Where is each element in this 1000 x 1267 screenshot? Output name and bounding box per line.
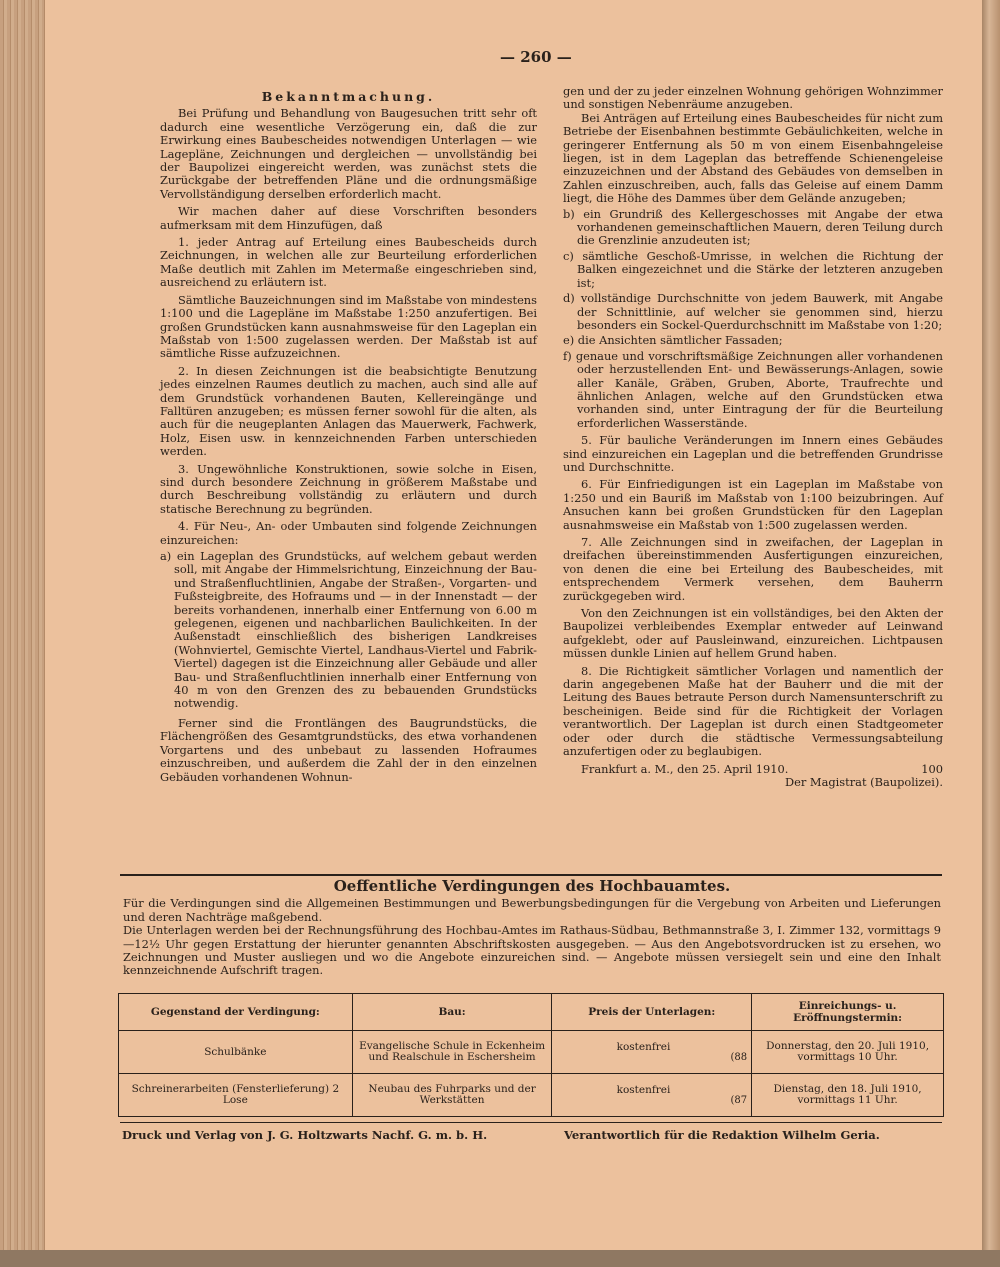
table-row — [119, 1074, 944, 1117]
bottom-edge — [0, 1250, 1000, 1267]
editor-line: Verantwortlich für die Redaktion Wilhelm Geria. — [564, 1128, 880, 1142]
paragraph: Wir machen daher auf diese Vorschriften besonders aufmerksam mit dem Hinzufügen, daß — [160, 204, 537, 232]
list-item: d) vollständige Durchschnitte von jedem Bauwerk, mit Angabe der Schnittlinie, auf welcher sie genommen sind, hierzu besonders ein Sockel-Querdurchschnitt im Maßstabe von 1:20; — [563, 291, 943, 332]
cell-bau: Neubau des Fuhrparks und der Werkstätten — [352, 1074, 552, 1117]
paragraph: 6. Für Einfriedigungen ist ein Lageplan im Maßstabe von 1:250 und ein Bauriß im Maßstab von 1:100 beizubringen. Auf Ansuchen kann bei großen Grundstücken für den Lageplan ausnahmsweise ein Maßstab von 1:500 zugelassen werden. — [563, 477, 943, 532]
cell-term: Donnerstag, den 20. Juli 1910, vormittags 10 Uhr. — [752, 1031, 944, 1074]
paragraph: 7. Alle Zeichnungen sind in zweifachen, der Lageplan in dreifachen übereinstimmenden Ausfertigungen einzureichen, von denen die eine bei Erteilung des Baubescheides, mit entsprechendem Vermerk versehen, dem Bauherrn zurückgegeben wird. — [563, 535, 943, 603]
list-item: e) die Ansichten sämtlicher Fassaden; — [563, 333, 783, 348]
paragraph: Ferner sind die Frontlängen des Baugrundstücks, die Flächengrößen des Gesamtgrundstücks, des etwa vorhandenen Vorgartens und des unbebaut zu lassenden Hofraumes einzuschreiben, und außerdem die Zahl der in den einzelnen Gebäuden vorhandenen Wohnun- — [160, 715, 537, 784]
date-number: 100 — [921, 761, 943, 776]
cell-subject: Schreinerarbeiten (Fensterlieferung) 2 Lose — [119, 1074, 353, 1117]
date-line — [563, 763, 943, 776]
list-item: b) ein Grundriß des Kellergeschosses mit Angabe der etwa vorhandenen gemeinschaftlichen Mauern, deren Teilung durch die Grenzlinie anzudeuten ist; — [563, 206, 943, 248]
tenders-text: Die Unterlagen werden bei der Rechnungsführung des Hochbau-Amtes im Rathaus-Südbau, Bethmannstraße 3, I. Zimmer 132, vormittags 9—12½ Uhr gegen Erstattung der hierunter genannten Abschriftskosten ausgegeben. — Aus den Angebotsvordrucken ist zu ersehen, wo Zeichnungen und Muster ausliegen und wo die Angebote einzureichen sind. — Angebote müssen versiegelt sein und eine den Inhalt kennzeichnende Aufschrift tragen. — [123, 923, 941, 978]
paragraph: Bei Anträgen auf Erteilung eines Baubescheides für nicht zum Betriebe der Eisenbahnen bestimmte Gebäulichkeiten, welche in geringerer Entfernung als 50 m von einem Eisenbahngeleise liegen, ist in dem Lageplan das betreffende Schienengeleise einzuzeichnen und der Abstand des Gebäudes von demselben in Zahlen einzuschreiben, auch, falls das Geleise auf einem Damm liegt, die Höhe des Dammes über dem Gelände anzugeben; — [563, 110, 943, 206]
paragraph: 3. Ungewöhnliche Konstruktionen, sowie solche in Eisen, sind durch besondere Zeichnung in größerem Maßstabe und durch Beschreibung vollständig zu erläutern und durch statische Berechnung zu begründen. — [160, 461, 537, 516]
paragraph: Von den Zeichnungen ist ein vollständiges, bei den Akten der Baupolizei verbleibendes Exemplar entweder auf Leinwand aufgeklebt, oder auf Pausleinwand, einzureichen. Lichtpausen müssen dunkle Linien auf hellem Grund haben. — [563, 606, 943, 661]
tenders-section — [123, 877, 941, 978]
list-item: c) sämtliche Geschoß-Umrisse, in welchen die Richtung der Balken eingezeichnet und die Stärke der letzteren anzugeben ist; — [563, 248, 943, 290]
header-price: Preis der Unterlagen: — [552, 994, 752, 1031]
footer — [122, 1128, 942, 1142]
footer-rule — [120, 1122, 942, 1123]
tenders-text: Für die Verdingungen sind die Allgemeinen Bestimmungen und Bewerbungsbedingungen für die Vergebung von Arbeiten und Lieferungen und deren Nachträge maßgebend. — [123, 896, 941, 924]
right-page-edge — [982, 0, 1000, 1267]
cell-price — [552, 1074, 752, 1117]
right-column — [563, 85, 943, 789]
table-header-row — [119, 994, 944, 1031]
paragraph: 8. Die Richtigkeit sämtlicher Vorlagen und namentlich der darin angegebenen Maße hat der Bauherr und die mit der Leitung des Baues betraute Person durch Namensunterschrift zu bescheinigen. Beide sind für die Richtigkeit der Vorlagen verantwortlich. Der Lageplan ist durch einen Stadtgeometer oder oder durch die städtische Vermessungsabteilung anzufertigen oder zu beglaubigen. — [563, 663, 943, 759]
header-term: Einreichungs- u. Eröffnungstermin: — [752, 994, 944, 1031]
reference-number: (87 — [730, 1094, 748, 1106]
list-item: f) genaue und vorschriftsmäßige Zeichnungen aller vorhandenen oder herzustellenden Ent- und Bewässerungs-Anlagen, sowie aller Kanäle, Gräben, Gruben, Aborte, Traufrechte und ähnlichen Anlagen, welche auf den Grundstücken etwa vorhanden sind, unter Eintragung der für die Beurteilung erforderlichen Wasserstände. — [563, 348, 943, 430]
paragraph: Bei Prüfung und Behandlung von Baugesuchen tritt sehr oft dadurch eine wesentliche Verzögerung ein, daß die zur Erwirkung eines Baubescheides notwendigen Unterlagen — wie Lagepläne, Zeichnungen und dergleichen — unvollständig bei der Baupolizei eingereicht werden, was zunächst stets die Zurückgabe der betreffenden Pläne und die ordnungsmäßige Vervollständigung derselben erforderlich macht. — [160, 106, 537, 201]
date-text: Frankfurt a. M., den 25. April 1910. — [581, 761, 789, 776]
tenders-table — [118, 993, 944, 1117]
announcement-heading: Bekanntmachung. — [261, 89, 436, 104]
paragraph: gen und der zu jeder einzelnen Wohnung gehörigen Wohnzimmer und sonstigen Nebenräume anzugeben. — [563, 84, 943, 112]
header-bau: Bau: — [352, 994, 552, 1031]
paragraph: 1. jeder Antrag auf Erteilung eines Baubescheids durch Zeichnungen, in welchen alle zur Beurteilung erforderlichen Maße deutlich mit Zahlen im Metermaße eingeschrieben sind, ausreichend zu erläutern ist. — [160, 235, 537, 290]
cell-bau: Evangelische Schule in Eckenheim und Realschule in Eschersheim — [352, 1031, 552, 1074]
list-item: a) ein Lageplan des Grundstücks, auf welchem gebaut werden soll, mit Angabe der Himmelsrichtung, Einzeichnung der Bau- und Straßenfluchtlinien, Angabe der Straßen-, Vorgarten- und Fußsteigbreite, des Hofraums und — in der Innenstadt — der bereits vorhandenen, innerhalb einer Entfernung von 6.00 m gelegenen, eigenen und nachbarlichen Baulichkeiten. In der Außenstadt einschließlich des bisherigen Landkreises (Wohnviertel, Gemischte Viertel, Landhaus-Viertel und Fabrik-Viertel) dagegen ist die Einzeichnung aller Gebäude und aller Bau- und Straßenfluchtlinien innerhalb einer Entfernung von 40 m von den Grenzen des zu bebauenden Grundstücks notwendig. — [160, 549, 537, 711]
paragraph: 5. Für bauliche Veränderungen im Innern eines Gebäudes sind einzureichen ein Lageplan und die betreffenden Grundrisse und Durchschnitte. — [563, 433, 943, 474]
printer-line: Druck und Verlag von J. G. Holtzwarts Nachf. G. m. b. H. — [122, 1128, 488, 1142]
header-subject: Gegenstand der Verdingung: — [119, 994, 353, 1031]
price-text: kostenfrei — [616, 1083, 671, 1096]
cell-term: Dienstag, den 18. Juli 1910, vormittags 11 Uhr. — [752, 1074, 944, 1117]
price-text: kostenfrei — [616, 1040, 671, 1053]
table-row — [119, 1031, 944, 1074]
tenders-title: Oeffentliche Verdingungen des Hochbauamtes. — [333, 877, 731, 895]
page-number: — 260 — — [500, 48, 572, 66]
section-rule — [120, 874, 942, 876]
signature: Der Magistrat (Baupolizei). — [784, 774, 943, 789]
paragraph: 2. In diesen Zeichnungen ist die beabsichtigte Benutzung jedes einzelnen Raumes deutlich zu machen, auch sind alle auf dem Grundstück vorhandenen Bauten, Kellereingänge und Falltüren anzugeben; es müssen ferner sowohl für die alten, als auch für die neugeplanten Anlagen das Mauerwerk, Fachwerk, Holz, Eisen usw. in kennzeichnenden Farben unterschieden werden. — [160, 363, 537, 459]
paragraph: 4. Für Neu-, An- oder Umbauten sind folgende Zeichnungen einzureichen: — [160, 519, 537, 547]
reference-number: (88 — [730, 1051, 748, 1063]
cell-subject: Schulbänke — [119, 1031, 353, 1074]
left-column — [160, 90, 537, 784]
paragraph: Sämtliche Bauzeichnungen sind im Maßstabe von mindestens 1:100 und die Lagepläne im Maßstabe 1:250 anzufertigen. Bei großen Grundstücken kann ausnahmsweise für den Lageplan ein Maßstab von 1:500 zugelassen werden. Der Maßstab ist auf sämtliche Risse aufzuzeichnen. — [160, 292, 537, 361]
left-page-edges — [0, 0, 44, 1250]
cell-price — [552, 1031, 752, 1074]
